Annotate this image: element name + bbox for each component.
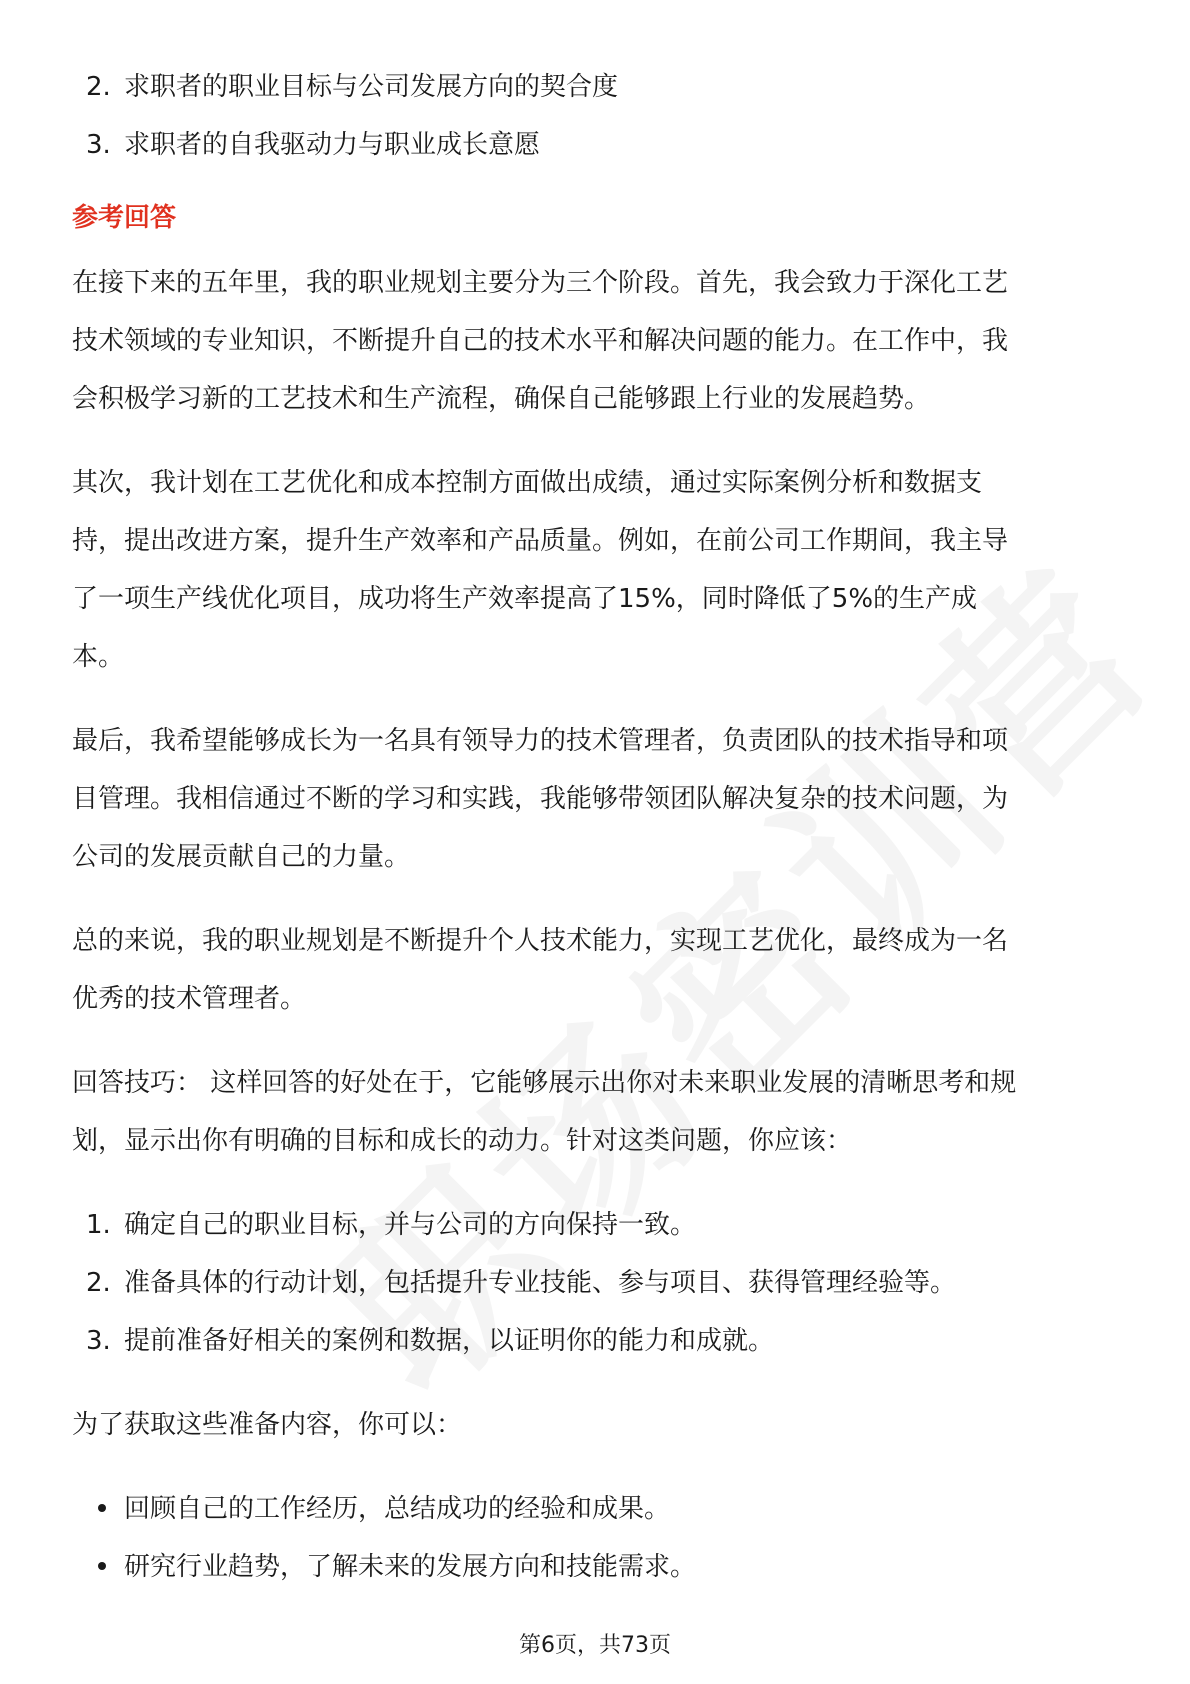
paragraph-line: 为了获取这些准备内容，你可以：	[72, 1410, 463, 1440]
paragraph-line: 持，提出改进方案，提升生产效率和产品质量。例如，在前公司工作期间，我主导	[72, 526, 1009, 556]
paragraph	[72, 912, 1122, 1028]
paragraph-line: 会积极学习新的工艺技术和生产流程，确保自己能够跟上行业的发展趋势。	[72, 384, 931, 414]
paragraph-line: 优秀的技术管理者。	[72, 984, 307, 1014]
paragraph-line: 了一项生产线优化项目，成功将生产效率提高了15%，同时降低了5%的生产成	[72, 584, 978, 614]
paragraph-line: 在接下来的五年里，我的职业规划主要分为三个阶段。首先，我会致力于深化工艺	[72, 268, 1009, 298]
list-item-text: 研究行业趋势，了解未来的发展方向和技能需求。	[124, 1552, 697, 1582]
list-item	[72, 116, 1122, 174]
list-number: 3.	[86, 130, 111, 160]
list-item-text: 求职者的职业目标与公司发展方向的契合度	[124, 72, 619, 102]
tips-numbered-list	[72, 1196, 1122, 1370]
top-numbered-list	[72, 58, 1122, 174]
page-number-footer: 第6页，共73页	[519, 1633, 671, 1658]
paragraph-line: 本。	[72, 642, 125, 672]
paragraph-line: 技术领域的专业知识，不断提升自己的技术水平和解决问题的能力。在工作中，我	[72, 326, 1009, 356]
list-item	[72, 1254, 1122, 1312]
paragraph	[72, 1054, 1122, 1170]
bullet-icon	[98, 1504, 106, 1512]
list-item-text: 准备具体的行动计划，包括提升专业技能、参与项目、获得管理经验等。	[124, 1268, 957, 1298]
list-number: 2.	[86, 1268, 111, 1298]
list-number: 1.	[86, 1210, 111, 1240]
paragraph	[72, 254, 1122, 428]
paragraph-line: 总的来说，我的职业规划是不断提升个人技术能力，实现工艺优化，最终成为一名	[72, 926, 1009, 956]
list-item	[72, 58, 1122, 116]
list-item-text: 确定自己的职业目标，并与公司的方向保持一致。	[124, 1210, 697, 1240]
paragraph-line: 其次，我计划在工艺优化和成本控制方面做出成绩，通过实际案例分析和数据支	[72, 468, 983, 498]
list-item-text: 回顾自己的工作经历，总结成功的经验和成果。	[124, 1494, 671, 1524]
paragraph-line: 最后，我希望能够成长为一名具有领导力的技术管理者，负责团队的技术指导和项	[72, 726, 1009, 756]
list-item	[72, 1312, 1122, 1370]
section-heading: 参考回答	[72, 203, 177, 233]
paragraph	[72, 454, 1122, 686]
bullet-icon	[98, 1562, 106, 1570]
paragraph-line: 公司的发展贡献自己的力量。	[72, 842, 411, 872]
paragraph-line: 划，显示出你有明确的目标和成长的动力。针对这类问题，你应该：	[72, 1126, 853, 1156]
paragraph-line: 目管理。我相信通过不断的学习和实践，我能够带领团队解决复杂的技术问题，为	[72, 784, 1009, 814]
paragraph-line: 回答技巧： 这样回答的好处在于，它能够展示出你对未来职业发展的清晰思考和规	[72, 1068, 1017, 1098]
paragraph	[72, 1396, 1122, 1454]
list-item	[72, 1480, 1122, 1538]
list-item-text: 提前准备好相关的案例和数据，以证明你的能力和成就。	[124, 1326, 775, 1356]
list-number: 3.	[86, 1326, 111, 1356]
list-item	[72, 1538, 1122, 1596]
list-item-text: 求职者的自我驱动力与职业成长意愿	[124, 130, 541, 160]
list-item	[72, 1196, 1122, 1254]
list-number: 2.	[86, 72, 111, 102]
bullet-list	[72, 1480, 1122, 1596]
page-content	[72, 58, 1122, 1596]
paragraph	[72, 712, 1122, 886]
